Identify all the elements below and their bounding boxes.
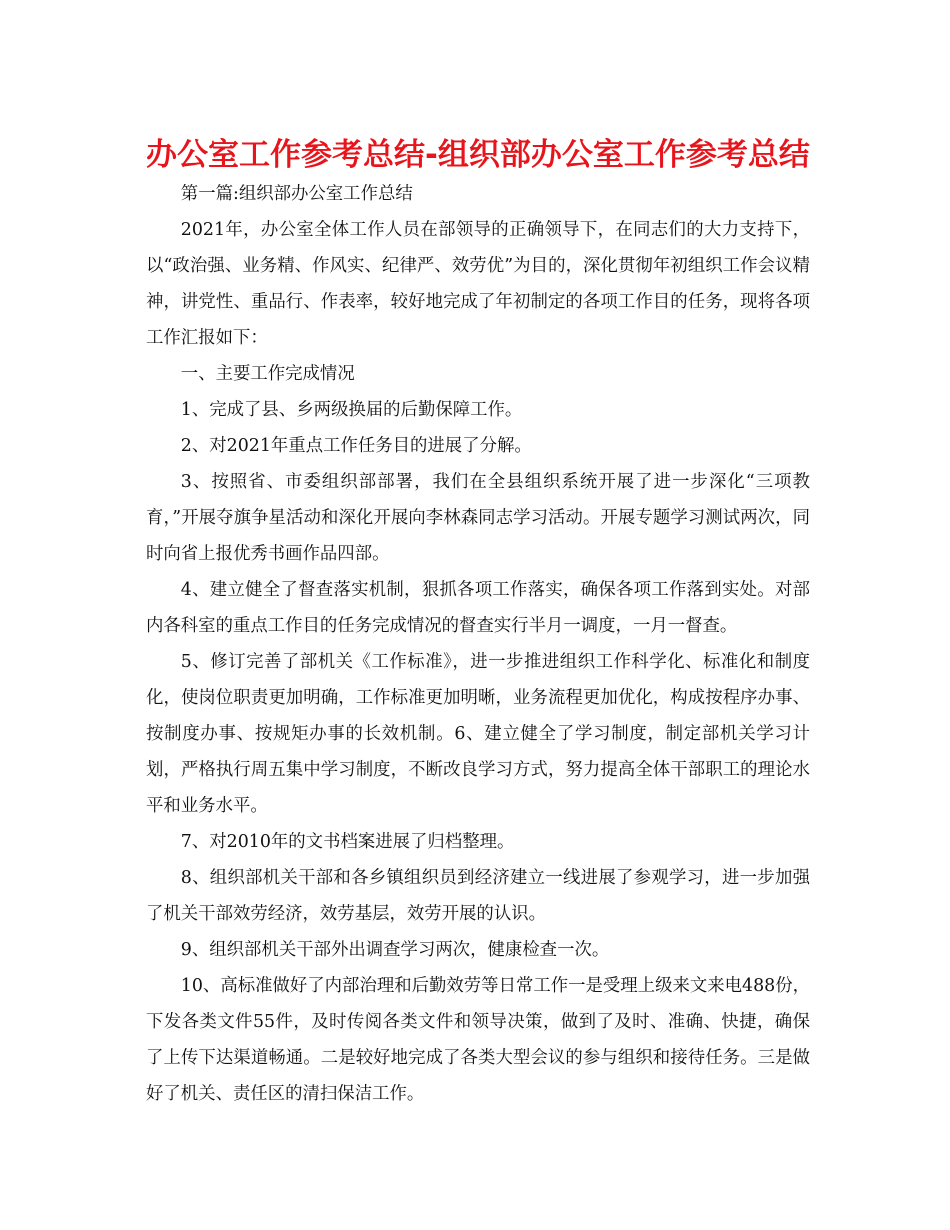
- document-title: 办公室工作参考总结-组织部办公室工作参考总结: [146, 137, 810, 173]
- list-item: 8、组织部机关干部和各乡镇组织员到经济建立一线进展了参观学习，进一步加强了机关干部效劳经济，效劳基层，效劳开展的认识。: [146, 868, 810, 924]
- list-item: 10、高标准做好了内部治理和后勤效劳等日常工作一是受理上级来文来电488份，下发各类文件55件，及时传阅各类文件和领导决策，做到了及时、准确、快捷，确保了上传下达渠道畅通。二是较好地完成了各类大型会议的参与组织和接待任务。三是做好了机关、责任区的清扫保洁工作。: [146, 976, 811, 1104]
- list-item: 9、组织部机关干部外出调查学习两次，健康检查一次。: [180, 940, 610, 960]
- list-item: 7、对2010年的文书档案进展了归档整理。: [180, 832, 515, 852]
- intro-paragraph: 2021年，办公室全体工作人员在部领导的正确领导下，在同志们的大力支持下，以“政治强、业务精、作风实、纪律严、效劳优”为目的，深化贯彻年初组织工作会议精神，讲党性、重品行、作表率，较好地完成了年初制定的各项工作目的任务，现将各项工作汇报如下：: [146, 220, 810, 348]
- list-item: 4、建立健全了督查落实机制，狠抓各项工作落实，确保各项工作落到实处。对部内各科室的重点工作目的任务完成情况的督查实行半月一调度，一月一督查。: [146, 580, 810, 636]
- document-body: [146, 176, 810, 1112]
- list-item: 1、完成了县、乡两级换届的后勤保障工作。: [180, 400, 523, 420]
- list-item: 3、按照省、市委组织部部署，我们在全县组织系统开展了进一步深化“三项教育，”开展夺旗争星活动和深化开展向李林森同志学习活动。开展专题学习测试两次，同时向省上报优秀书画作品四部。: [146, 472, 810, 564]
- list-item: 5、修订完善了部机关《工作标准》，进一步推进组织工作科学化、标准化和制度化，使岗位职责更加明确，工作标准更加明晰，业务流程更加优化，构成按程序办事、按制度办事、按规矩办事的长效机制。6、建立健全了学习制度，制定部机关学习计划，严格执行周五集中学习制度，不断改良学习方式，努力提高全体干部职工的理论水平和业务水平。: [146, 652, 810, 816]
- chapter-heading: 第一篇:组织部办公室工作总结: [180, 184, 413, 204]
- list-item: 2、对2021年重点工作任务目的进展了分解。: [180, 436, 532, 456]
- section-heading: 一、主要工作完成情况: [180, 364, 355, 384]
